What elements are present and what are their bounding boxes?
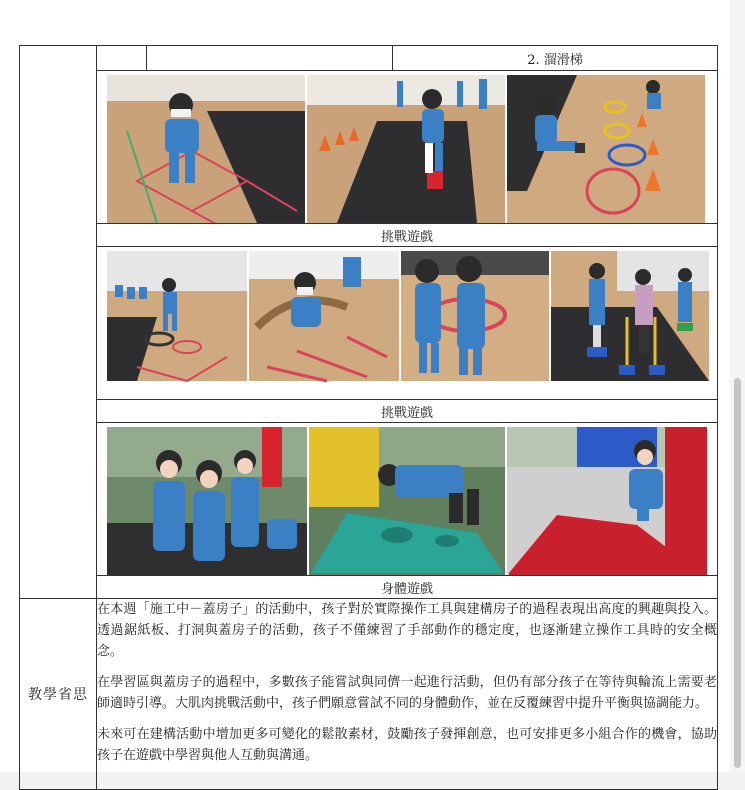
photo-children-posing-outdoor: [107, 427, 307, 575]
photo-caption-3: 身體遊戲: [97, 576, 718, 599]
scrollbar-thumb[interactable]: [734, 378, 741, 768]
photo-child-stepping-on-block: [307, 75, 505, 223]
photo-row-2: [97, 247, 718, 400]
photo-child-sitting-with-hoops: [507, 75, 705, 223]
header-blank-cell-2: [147, 46, 393, 71]
photo-strip-1: [97, 71, 719, 223]
photo-caption-2: 挑戰遊戲: [97, 400, 718, 423]
left-blank-cell: [20, 46, 97, 599]
photo-child-on-balance-board: [249, 251, 399, 381]
photo-strip-3: [97, 423, 719, 575]
photo-strip-2: [97, 247, 719, 399]
photo-row-3: [97, 423, 718, 576]
reflection-paragraph-3: 未來可在建構活動中增加更多可變化的鬆散素材，鼓勵孩子發揮創意，也可安排更多小組合作的機會，協助孩子在遊戲中學習與他人互動與溝通。: [97, 727, 717, 763]
photo-child-on-grid-floor: [107, 75, 305, 223]
reflection-content: [97, 599, 718, 790]
photo-child-climbing-slide: [309, 427, 505, 575]
activity-title: 2. 溜滑梯: [393, 46, 718, 71]
reflection-label: 教學省思: [20, 599, 97, 790]
photo-children-with-hoop: [401, 251, 549, 381]
header-blank-cell-1: [97, 46, 147, 71]
photo-caption-1: 挑戰遊戲: [97, 224, 718, 247]
photo-row-1: [97, 71, 718, 224]
reflection-paragraph-2: 在學習區與蓋房子的過程中，多數孩子能嘗試與同儕一起進行活動，但仍有部分孩子在等待與輪流上需要老師適時引導。大肌肉挑戰活動中，孩子們願意嘗試不同的身體動作，並在反覆練習中提升平衡與協調能力。: [97, 675, 717, 711]
vertical-scrollbar[interactable]: [730, 0, 745, 772]
photo-child-walking-hoop: [107, 251, 247, 381]
photo-children-on-stilts: [551, 251, 709, 381]
photo-child-on-red-slide: [507, 427, 707, 575]
lesson-record-table: [19, 45, 718, 790]
reflection-paragraph-1: 在本週「施工中－蓋房子」的活動中，孩子對於實際操作工具與建構房子的過程表現出高度的興趣與投入。透過鋸紙板、打洞與蓋房子的活動，孩子不僅練習了手部動作的穩定度，也逐漸建立操作工具時的安全概念。: [97, 602, 717, 659]
